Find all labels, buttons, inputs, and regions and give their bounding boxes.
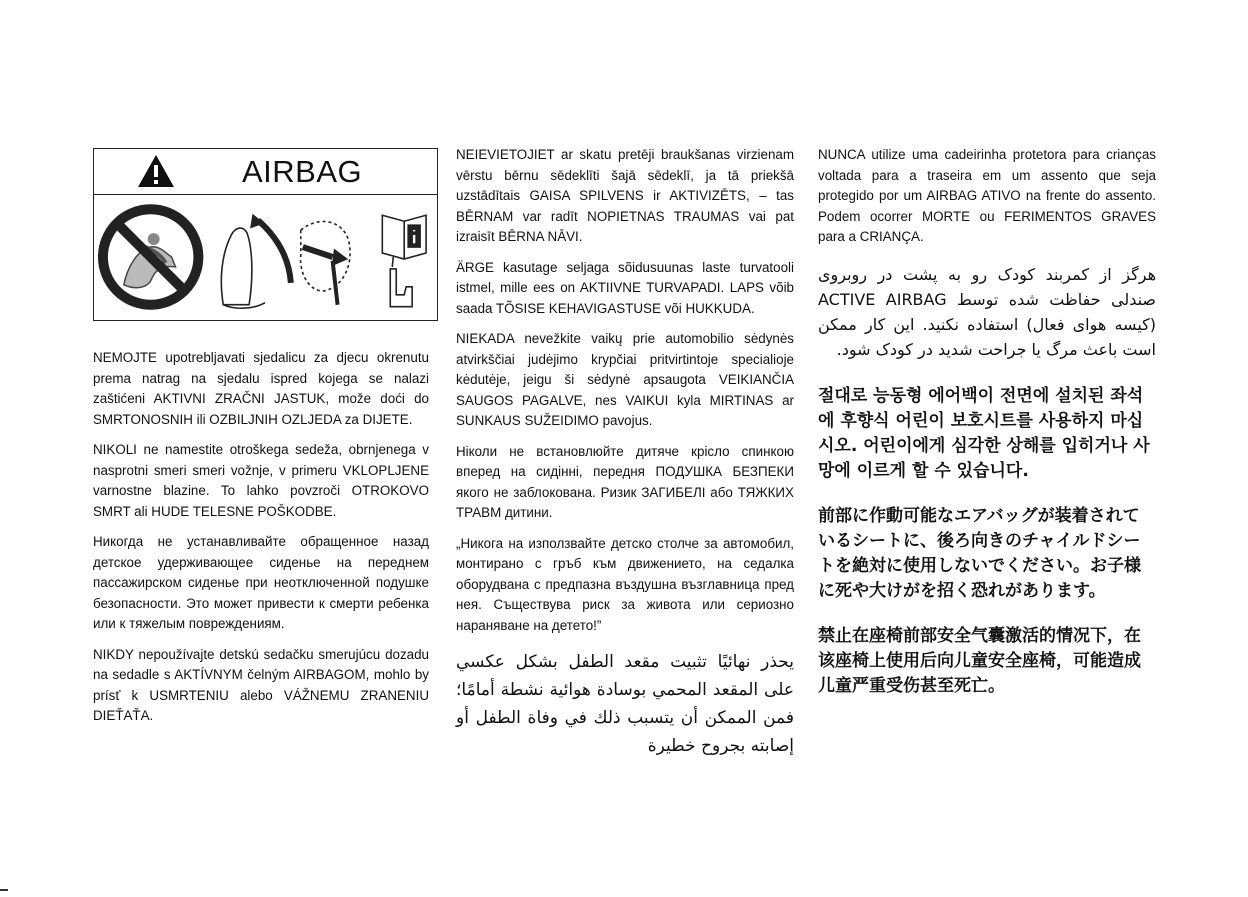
column-middle [456,145,794,770]
warning-text-lithuanian: NIEKADA nevežkite vaikų prie automobilio sėdynės atvirkščiai judėjimo krypčiai pritvirtintoje specialioje kėdutėje, jeigu ši sėdynė apsaugota VEIKIANČIA SAUGOS PAGALVE, nes VAIKUI kyla MIRTINAS ar SUNKAUS SUŽEIDIMO pavojus. [456,331,794,428]
warning-text-slovak: NIKDY nepoužívajte detskú sedačku smerujúcu dozadu na sedadle s AKTÍVNYM čelným AIRBAGOM, mohlo by prísť k USMRTENIU alebo VÁŽNEMU ZRANENIU DIEŤAŤA. [93,646,429,723]
warning-text-ukrainian: Ніколи не встановлюйте дитяче крісло спинкою вперед на сидінні, передня ПОДУШКА БЕЗПЕКИ якого не заблокована. Ризик ЗАГИБЕЛІ або ТЯЖКИХ ТРАВМ дитини. [456,443,794,520]
warning-text-arabic: يحذر نهائيًا تثبيت مقعد الطفل بشكل عكسي على المقعد المحمي بوسادة هوائية نشطة أمامًا؛ فمن الممكن أن يتسبب ذلك في وفاة الطفل أو إصابته بجروح خطيرة [456,652,794,756]
label-pictograms [94,195,437,320]
airbag-warning-label [93,148,438,321]
page-edge-mark [0,889,8,891]
warning-text-croatian: NEMOJTE upotrebljavati sjedalicu za djecu okrenutu prema natrag na sjedalu ispred kojega se nalazi zaštićeni AKTIVNI ZRAČNI JASTUK, može doći do SMRTONOSNIH ili OZBILJNIH OZLJEDA za DIJETE. [93,350,429,427]
airbag-deploy-seat-icon [221,215,350,308]
warning-text-chinese: 禁止在座椅前部安全气囊激活的情况下，在该座椅上使用后向儿童安全座椅，可能造成儿童严重受伤甚至死亡。 [818,625,1141,696]
warning-text-latvian: NEIEVIETOJIET ar skatu pretēji braukšanas virzienam vērstu bērnu sēdeklīti šajā sēdeklī, ja tā priekšā uzstādītais GAISA SPILVENS ir AKTIVIZĒTS, – tas BĒRNAM var radīt NOPIETNAS TRAUMAS vai pat izraisīt BĒRNA NĀVI. [456,147,794,244]
no-rear-facing-child-seat-icon [103,209,198,304]
warning-text-portuguese: NUNCA utilize uma cadeirinha protetora para crianças voltada para a traseira em um assento que seja protegido por um AIRBAG ATIVO na frente do assento. Podem ocorrer MORTE ou FERIMENTOS GRAVES para a CRIANÇA. [818,147,1156,244]
column-left [93,348,429,737]
warning-text-slovenian: NIKOLI ne namestite otroškega sedeža, obrnjenega v nasprotni smeri smeri vožnje, v primeru VKLOPLJENE varnostne blazine. To lahko povzroči OTROKOVO SMRT ali HUDE TELESNE POŠKODBE. [93,442,429,519]
warning-text-bulgarian: „Никога на използвайте детско столче за автомобил, монтирано с гръб към движението, на седалка оборудвана с предпазна въздушна възглавница пред нея. Съществува риск за живота или сериозно нараняване на детето!” [456,535,794,633]
warning-text-korean: 절대로 능동형 에어백이 전면에 설치된 좌석에 후향식 어린이 보호시트를 사용하지 마십시오. 어린이에게 심각한 상해를 입히거나 사망에 이르게 할 수 있습니다. [818,385,1150,481]
warning-text-estonian: ÄRGE kasutage seljaga sõidusuunas laste turvatooli istmel, mille ees on AKTIIVNE TURVAPADI. LAPS võib saada TÕSISE KEHAVIGASTUSE või HUKKUDA. [456,259,794,316]
column-right [818,145,1156,719]
manual-info-icon [382,215,426,306]
warning-text-persian: هرگز از کمربند کودک رو به پشت در روبروی صندلی حفاظت شده توسط ACTIVE AIRBAG (کیسه هوای فعال) استفاده نکنید. این کار ممکن است باعث مرگ یا جراحت شدید در کودک شود. [818,264,1157,359]
warning-triangle-icon [136,153,176,189]
warning-text-japanese: 前部に作動可能なエアバッグが装着されているシートに、後ろ向きのチャイルドシートを絶対に使用しないでください。お子様に死や大けがを招く恐れがあります。 [818,505,1141,601]
label-title: AIRBAG [242,154,363,189]
warning-text-russian: Никогда не устанавливайте обращенное назад детское удерживающее сиденье на переднем пассажирском сиденье при неотключенной подушке безопасности. Это может привести к смерти ребенка или к тяжелым повреждениям. [93,534,429,631]
label-header [94,149,437,195]
